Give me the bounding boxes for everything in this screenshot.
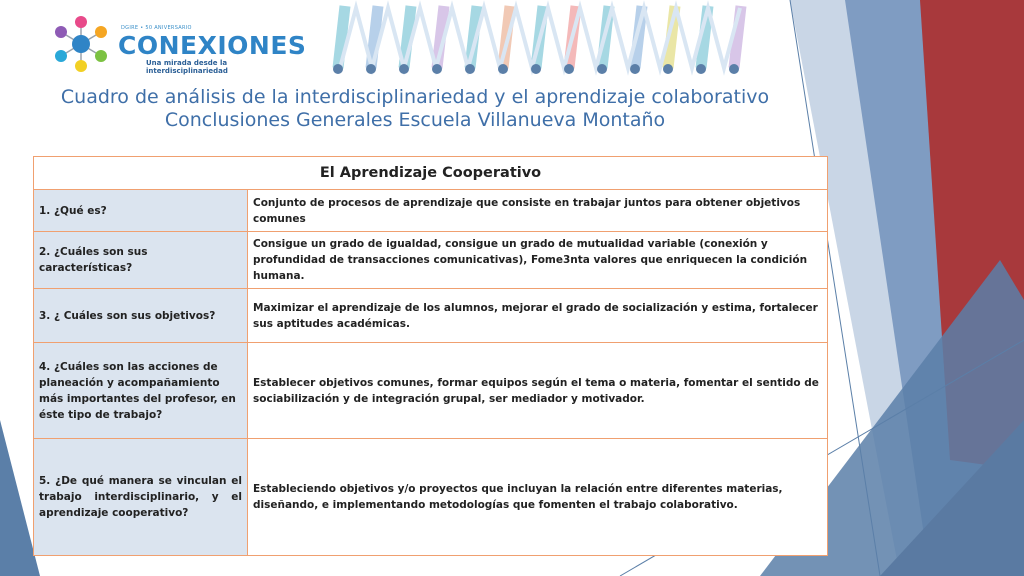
conexiones-logo (46, 14, 306, 74)
analysis-table (33, 156, 828, 556)
table-row (34, 343, 828, 439)
answer-cell: Consigue un grado de igualdad, consigue un grado de mutualidad variable (conexión y profundidad de transacciones comunicativas), Fome3nta valores que enriquecen la condición humana. (248, 232, 828, 289)
table-heading: El Aprendizaje Cooperativo (34, 157, 828, 190)
logo-tagline: Una mirada desde la interdisciplinariedad (146, 59, 228, 75)
table-row (34, 232, 828, 289)
logo-brand: CONEXIONES (118, 31, 307, 60)
question-cell: 2. ¿Cuáles son sus características? (34, 232, 248, 289)
table-row (34, 439, 828, 556)
answer-cell: Maximizar el aprendizaje de los alumnos, mejorar el grado de socialización y estima, fortalecer sus aptitudes académicas. (248, 289, 828, 343)
question-cell: 4. ¿Cuáles son las acciones de planeación y acompañamiento más importantes del profesor, en éste tipo de trabajo? (34, 343, 248, 439)
table-row (34, 289, 828, 343)
table-header-row (34, 157, 828, 190)
logo-small-text: DGIRE • 50 ANIVERSARIO (121, 25, 192, 31)
network-logo-icon (46, 14, 116, 74)
answer-cell: Establecer objetivos comunes, formar equipos según el tema o materia, fomentar el sentido de sociabilización y de integración grupal, ser mediador y motivador. (248, 343, 828, 439)
answer-cell: Estableciendo objetivos y/o proyectos que incluyan la relación entre diferentes materias, diseñando, e implementando metodologías que fomenten el trabajo colaborativo. (248, 439, 828, 556)
answer-cell: Conjunto de procesos de aprendizaje que consiste en trabajar juntos para obtener objetivos comunes (248, 190, 828, 232)
question-cell: 3. ¿ Cuáles son sus objetivos? (34, 289, 248, 343)
question-cell: 1. ¿Qué es? (34, 190, 248, 232)
deco-stripes (333, 6, 741, 74)
page-subtitle: Conclusiones Generales Escuela Villanueva Montaño (164, 109, 666, 131)
page-title: Cuadro de análisis de la interdisciplinariedad y el aprendizaje colaborativo (60, 86, 770, 108)
table-row (34, 190, 828, 232)
question-cell: 5. ¿De qué manera se vinculan el trabajo interdisciplinario, y el aprendizaje cooperativo? (34, 439, 248, 556)
